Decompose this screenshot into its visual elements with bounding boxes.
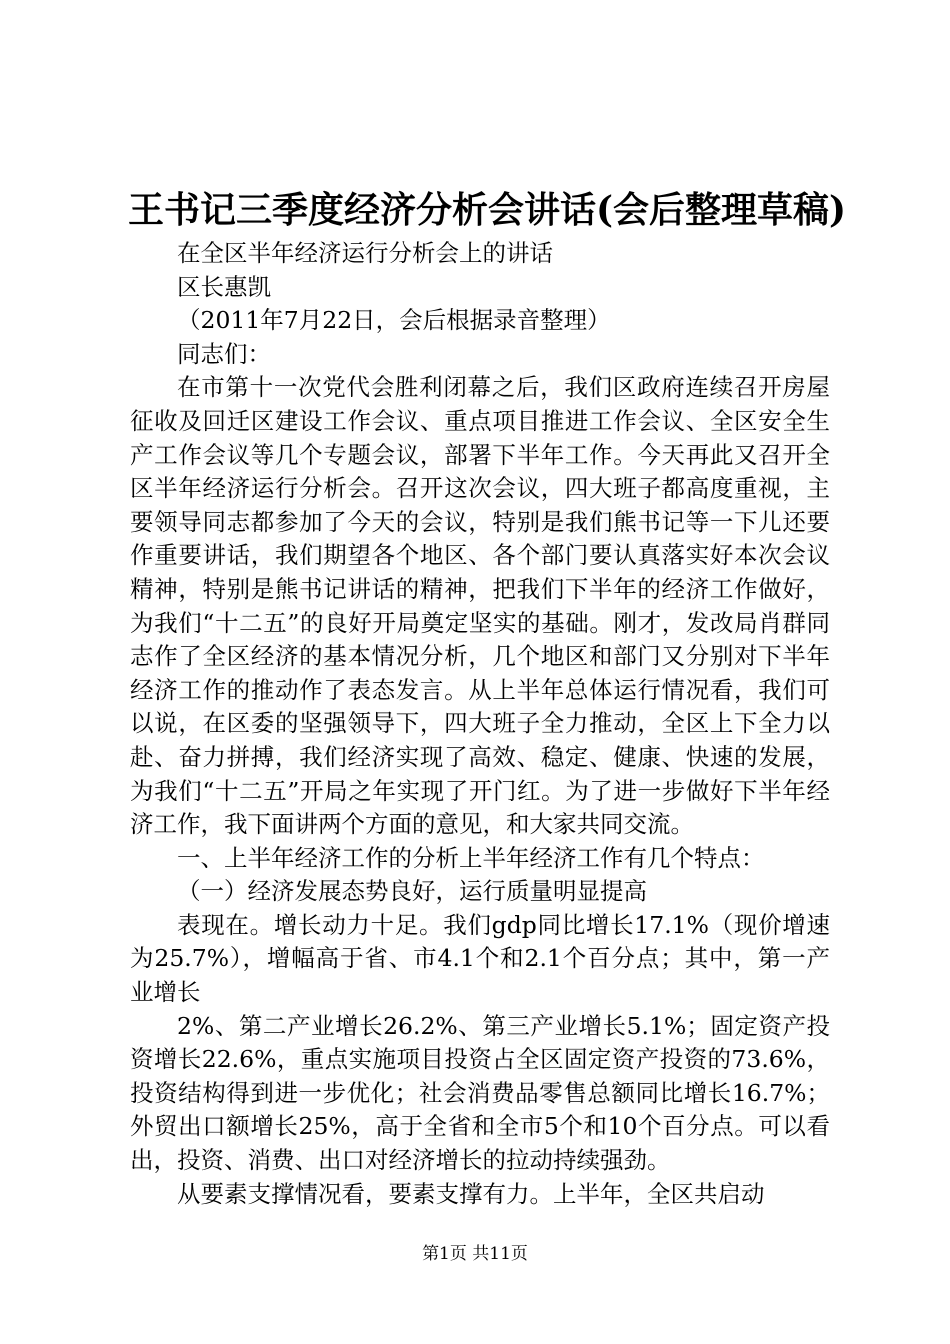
body-paragraph: 表现在。增长动力十足。我们gdp同比增长17.1%（现价增速为25.7%），增幅高于省、市4.1个和2.1个百分点；其中，第一产业增长 bbox=[130, 910, 830, 1007]
speaker-paragraph: 区长惠凯 bbox=[177, 272, 271, 301]
body-paragraph: 2%、第二产业增长26.2%、第三产业增长5.1%；固定资产投资增长22.6%，重点实施项目投资占全区固定资产投资的73.6%，投资结构得到进一步优化；社会消费品零售总额同比增长16.7%；外贸出口额增长25%，高于全省和全市5个和10个百分点。可以看出，投资、消费、出口对经济增长的拉动持续强劲。 bbox=[130, 1011, 830, 1175]
salutation-paragraph: 同志们： bbox=[177, 339, 271, 368]
body-paragraph: 从要素支撑情况看，要素支撑有力。上半年，全区共启动 bbox=[177, 1179, 765, 1208]
subsection-heading: （一）经济发展态势良好，运行质量明显提高 bbox=[177, 877, 647, 906]
page-number: 第1页 共11页 bbox=[422, 1244, 528, 1264]
section-heading: 一、上半年经济工作的分析上半年经济工作有几个特点： bbox=[177, 843, 765, 872]
date-note-paragraph: （2011年7月22日，会后根据录音整理） bbox=[177, 306, 611, 335]
body-paragraph: 在市第十一次党代会胜利闭幕之后，我们区政府连续召开房屋征收及回迁区建设工作会议、重点项目推进工作会议、全区安全生产工作会议等几个专题会议，部署下半年工作。今天再此又召开全区半年经济运行分析会。召开这次会议，四大班子都高度重视，主要领导同志都参加了今天的会议，特别是我们熊书记等一下儿还要作重要讲话，我们期望各个地区、各个部门要认真落实好本次会议精神，特别是熊书记讲话的精神，把我们下半年的经济工作做好，为我们“十二五”的良好开局奠定坚实的基础。刚才，发改局肖群同志作了全区经济的基本情况分析，几个地区和部门又分别对下半年经济工作的推动作了表态发言。从上半年总体运行情况看，我们可以说，在区委的坚强领导下，四大班子全力推动，全区上下全力以赴、奋力拼搏，我们经济实现了高效、稳定、健康、快速的发展，为我们“十二五”开局之年实现了开门红。为了进一步做好下半年经济工作，我下面讲两个方面的意见，和大家共同交流。 bbox=[130, 373, 830, 839]
document-body bbox=[130, 237, 830, 1211]
document-title: 王书记三季度经济分析会讲话(会后整理草稿) bbox=[128, 189, 847, 231]
speech-title-paragraph: 在全区半年经济运行分析会上的讲话 bbox=[177, 239, 553, 267]
